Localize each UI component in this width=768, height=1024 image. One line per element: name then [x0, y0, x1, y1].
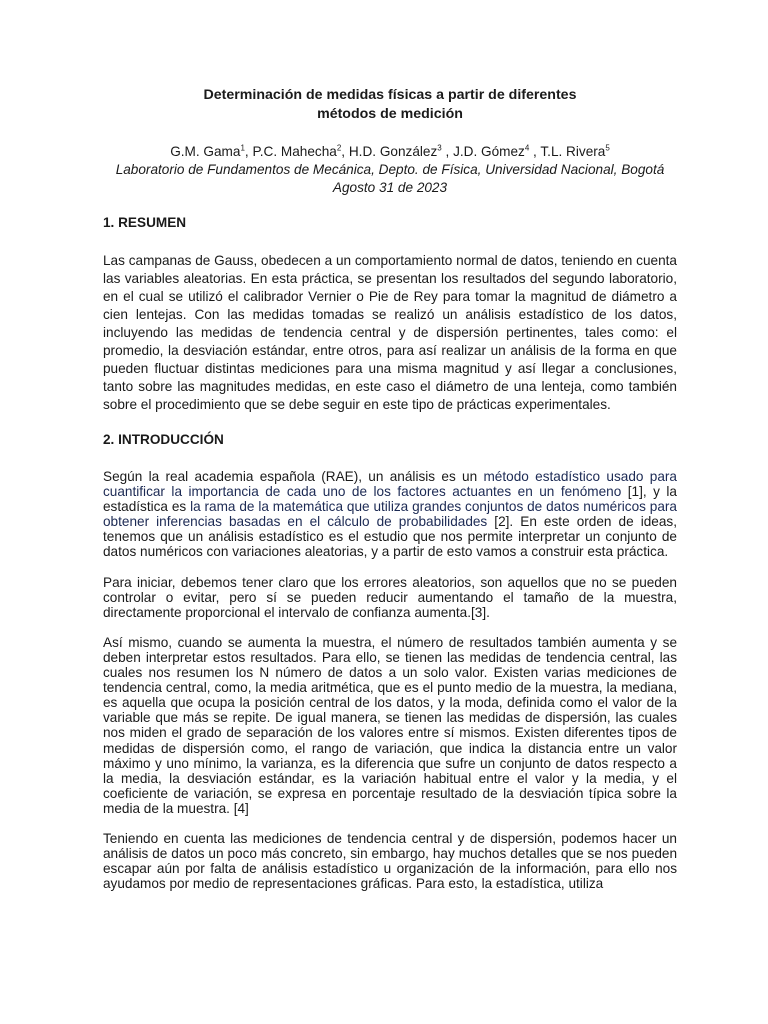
author-separator: ,	[441, 144, 454, 159]
section-heading-introduccion: 2. INTRODUCCIÓN	[103, 432, 224, 447]
intro-text: [2]. En este orden de ideas, tenemos que un análisis estadístico es el estudio que nos permite interpretar un conjunto de datos numéricos con variaciones aleatorias, y a partir de esto vamos a construir esta práctica.	[103, 514, 677, 560]
intro-paragraph-3: Así mismo, cuando se aumenta la muestra, el número de resultados también aumenta y se deben interpretar estos resultados. Para ello, se tienen las medidas de tendencia central, las cuales nos resumen los N número de datos a un solo valor. Existen varias mediciones de tendencia central, como, la media aritmética, que es el punto medio de la muestra, la mediana, es aquella que ocupa la posición central de los datos, y la moda, definida como el valor de la variable que más se repite. De igual manera, se tienen las medidas de dispersión, las cuales nos miden el grado de separación de los valores entre sí mismos. Existen diferentes tipos de medidas de dispersión como, el rango de variación, que indica la distancia entre un valor máximo y uno mínimo, la varianza, es la diferencia que sufre un conjunto de datos respecto a la media, la desviación estándar, es la variación habitual entre el valor y la media, y el coeficiente de variación, se expresa en porcentaje resultado de la desviación típica sobre la media de la muestra. [4]	[103, 634, 677, 816]
affiliation: Laboratorio de Fundamentos de Mecánica, Depto. de Física, Universidad Nacional, Bogotá	[115, 162, 665, 177]
introduction-body	[103, 469, 677, 891]
author-name: T.L. Rivera	[540, 144, 606, 159]
intro-paragraph-1	[103, 469, 677, 560]
section-heading-resumen: 1. RESUMEN	[103, 215, 187, 230]
paper-date: Agosto 31 de 2023	[332, 180, 448, 195]
author-separator: ,	[529, 144, 541, 159]
author-separator: ,	[341, 144, 349, 159]
author-affiliation-mark: 5	[605, 143, 610, 153]
statistics-definition-quote: la rama de la matemática que utiliza grandes conjuntos de datos numéricos para obtener inferencias basadas en el cálculo de probabilidades	[103, 499, 677, 530]
intro-text: [1], y la estadística es	[103, 484, 677, 515]
author-affiliation-mark: 3	[437, 143, 442, 153]
intro-text: Según la real academia española (RAE), un análisis es un	[103, 469, 484, 484]
author-affiliation-mark: 2	[336, 143, 342, 153]
author-affiliation-mark: 1	[240, 143, 245, 153]
author-name: H.D. González	[348, 144, 438, 159]
intro-paragraph-4: Teniendo en cuenta las mediciones de tendencia central y de dispersión, podemos hacer un análisis de datos un poco más concreto, sin embargo, hay muchos detalles que se nos pueden escapar aún por falta de análisis estadístico u organización de la información, para ello nos ayudamos por medio de representaciones gráficas. Para esto, la estadística, utiliza	[103, 830, 677, 892]
author-name: P.C. Mahecha	[252, 144, 337, 159]
author-list	[103, 143, 677, 161]
author-name: G.M. Gama	[170, 144, 241, 159]
paper-title	[103, 86, 677, 124]
abstract-paragraph: Las campanas de Gauss, obedecen a un comportamiento normal de datos, teniendo en cuenta las variables aleatorias. En esta práctica, se presentan los resultados del segundo laboratorio, en el cual se utilizó el calibrador Vernier o Pie de Rey para tomar la magnitud de diámetro a cien lentejas. Con las medidas tomadas se realizó un análisis estadístico de los datos, incluyendo las medidas de tendencia central y de dispersión pertinentes, tales como: el promedio, la desviación estándar, entre otros, para así realizar un análisis de la forma en que pueden fluctuar distintas mediciones para una misma magnitud y así llegar a conclusiones, tanto sobre las magnitudes medidas, en este caso el diámetro de una lenteja, como también sobre el procedimiento que se debe seguir en este tipo de prácticas experimentales.	[103, 253, 677, 412]
title-line-1: Determinación de medidas físicas a partir de diferentes	[203, 87, 577, 103]
paper-content	[103, 86, 677, 891]
author-separator: ,	[244, 144, 253, 159]
intro-paragraph-2: Para iniciar, debemos tener claro que los errores aleatorios, son aquellos que no se pueden controlar o evitar, pero sí se pueden reducir aumentando el tamaño de la muestra, directamente proporcional el intervalo de confianza aumenta.[3].	[103, 574, 677, 620]
author-affiliation-mark: 4	[524, 143, 530, 153]
title-line-2: métodos de medición	[317, 106, 463, 122]
author-name: J.D. Gómez	[453, 144, 525, 159]
rae-definition-quote: método estadístico usado para cuantificar la importancia de cada uno de los factores actuantes en un fenómeno	[103, 469, 677, 500]
